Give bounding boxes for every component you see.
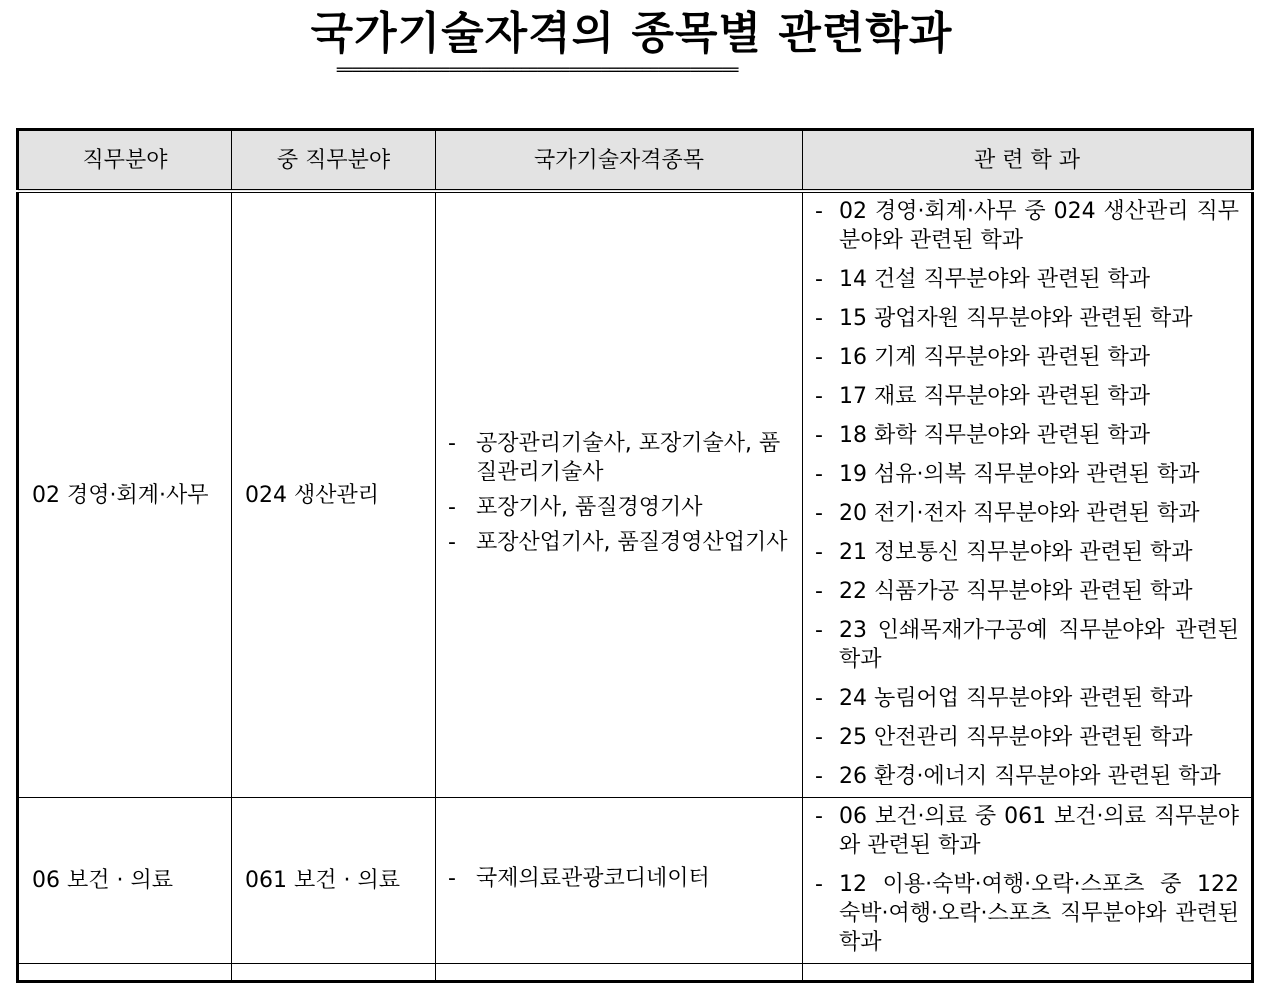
title-area <box>0 0 1263 128</box>
list-item: - 19 섬유·의복 직무분야와 관련된 학과 <box>815 462 1200 487</box>
list-item: - 공장관리기술사, 포장기술사, 품질관리기술사 <box>448 431 781 485</box>
header-sub-field: 중 직무분야 <box>232 130 436 192</box>
table-row <box>18 798 1253 964</box>
list-item: - 21 정보통신 직무분야와 관련된 학과 <box>815 540 1193 565</box>
sub-field-cell: 061 보건 · 의료 <box>232 798 436 964</box>
dash-mark: - <box>448 530 456 555</box>
dash-mark: - <box>448 495 456 520</box>
dash-mark: - <box>448 431 456 456</box>
header-row <box>18 130 1253 192</box>
list-item: - 02 경영·회계·사무 중 024 생산관리 직무분야와 관련된 학과 <box>815 199 1239 253</box>
list-item: - 26 환경·에너지 직무분야와 관련된 학과 <box>815 764 1221 789</box>
table-row <box>18 191 1253 798</box>
list-item: - 23 인쇄목재가구공예 직무분야와 관련된 학과 <box>815 618 1239 672</box>
qualification-table <box>16 128 1254 983</box>
title-double-underline: ================================================== <box>336 62 738 78</box>
dash-mark: - <box>448 866 456 891</box>
qualification-cell <box>436 798 803 964</box>
page-title: 국가기술자격의 종목별 관련학과 <box>310 8 953 59</box>
list-item: - 25 안전관리 직무분야와 관련된 학과 <box>815 725 1193 750</box>
list-item: - 포장산업기사, 품질경영산업기사 <box>448 530 788 555</box>
qualification-cell <box>436 191 803 798</box>
field-cell: 06 보건 · 의료 <box>18 798 232 964</box>
list-item: - 20 전기·전자 직무분야와 관련된 학과 <box>815 501 1200 526</box>
list-item: - 14 건설 직무분야와 관련된 학과 <box>815 267 1150 292</box>
list-item: - 국제의료관광코디네이터 <box>448 866 710 891</box>
header-field: 직무분야 <box>18 130 232 192</box>
list-item: - 24 농림어업 직무분야와 관련된 학과 <box>815 686 1193 711</box>
header-related-departments: 관 련 학 과 <box>803 130 1253 192</box>
list-item: - 16 기계 직무분야와 관련된 학과 <box>815 345 1150 370</box>
related-departments-cell <box>803 798 1253 964</box>
list-item: - 17 재료 직무분야와 관련된 학과 <box>815 384 1150 409</box>
table-row-partial <box>18 964 1253 982</box>
related-departments-cell <box>803 191 1253 798</box>
field-cell: 02 경영·회계·사무 <box>18 191 232 798</box>
sub-field-cell: 024 생산관리 <box>232 191 436 798</box>
header-qualification: 국가기술자격종목 <box>436 130 803 192</box>
list-item: - 22 식품가공 직무분야와 관련된 학과 <box>815 579 1193 604</box>
list-item: - 포장기사, 품질경영기사 <box>448 495 703 520</box>
list-item: - 18 화학 직무분야와 관련된 학과 <box>815 423 1150 448</box>
list-item: - 06 보건·의료 중 061 보건·의료 직무분야와 관련된 학과 <box>815 804 1239 858</box>
list-item: - 12 이용·숙박·여행·오락·스포츠 중 122 숙박·여행·오락·스포츠 직무분야와 관련된 학과 <box>815 872 1239 955</box>
list-item: - 15 광업자원 직무분야와 관련된 학과 <box>815 306 1193 331</box>
